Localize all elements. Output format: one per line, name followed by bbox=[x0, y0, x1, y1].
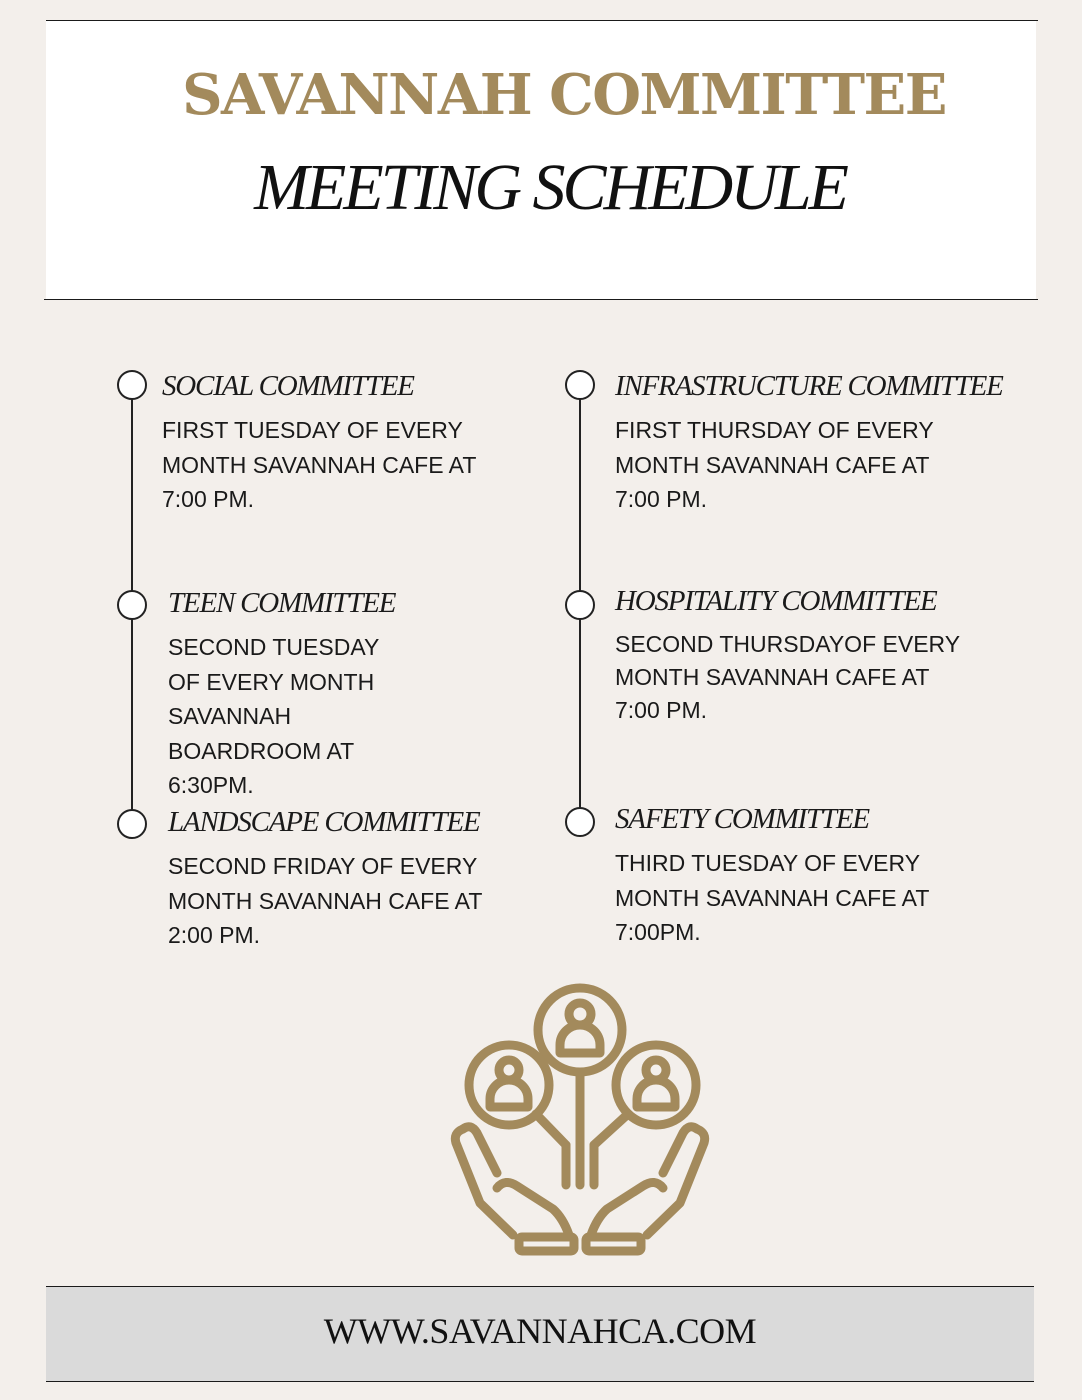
committee-item-teen bbox=[168, 587, 568, 803]
community-hands-icon bbox=[445, 983, 715, 1263]
top-rule bbox=[46, 20, 1038, 21]
committee-schedule: SECOND TUESDAY OF EVERY MONTH SAVANNAH BOARDROOM AT 6:30PM. bbox=[168, 634, 379, 798]
committee-name: LANDSCAPE COMMITTEE bbox=[168, 806, 480, 838]
footer-bottom-rule bbox=[46, 1381, 1034, 1382]
committee-name: TEEN COMMITTEE bbox=[168, 587, 396, 619]
timeline-node bbox=[117, 809, 147, 839]
committee-item-landscape bbox=[168, 806, 568, 953]
header-bottom-rule bbox=[44, 299, 1038, 300]
committee-name: SAFETY COMMITTEE bbox=[615, 803, 869, 835]
committee-schedule: THIRD TUESDAY OF EVERY MONTH SAVANNAH CAFE AT 7:00PM. bbox=[615, 850, 929, 945]
committee-schedule: SECOND FRIDAY OF EVERY MONTH SAVANNAH CAFE AT 2:00 PM. bbox=[168, 853, 482, 948]
committee-item-social bbox=[162, 370, 562, 517]
website-link[interactable]: WWW.SAVANNAHCA.COM bbox=[323, 1311, 757, 1351]
committee-item-safety bbox=[615, 803, 1015, 950]
timeline-node bbox=[565, 370, 595, 400]
committee-name: INFRASTRUCTURE COMMITTEE bbox=[615, 370, 1003, 402]
timeline-node bbox=[565, 590, 595, 620]
committee-item-hospitality bbox=[615, 585, 1015, 727]
committee-item-infrastructure bbox=[615, 370, 1015, 517]
timeline-node bbox=[117, 370, 147, 400]
page-title: SAVANNAH COMMITTEE bbox=[182, 62, 946, 128]
timeline-node bbox=[565, 807, 595, 837]
committee-schedule: FIRST THURSDAY OF EVERY MONTH SAVANNAH CAFE AT 7:00 PM. bbox=[615, 417, 934, 512]
committee-name: HOSPITALITY COMMITTEE bbox=[615, 585, 937, 617]
committee-schedule: FIRST TUESDAY OF EVERY MONTH SAVANNAH CAFE AT 7:00 PM. bbox=[162, 417, 476, 512]
timeline-node bbox=[117, 590, 147, 620]
committee-schedule: SECOND THURSDAYOF EVERY MONTH SAVANNAH CAFE AT 7:00 PM. bbox=[615, 631, 960, 723]
committee-name: SOCIAL COMMITTEE bbox=[162, 370, 414, 402]
page-subtitle: MEETING SCHEDULE bbox=[254, 151, 846, 224]
